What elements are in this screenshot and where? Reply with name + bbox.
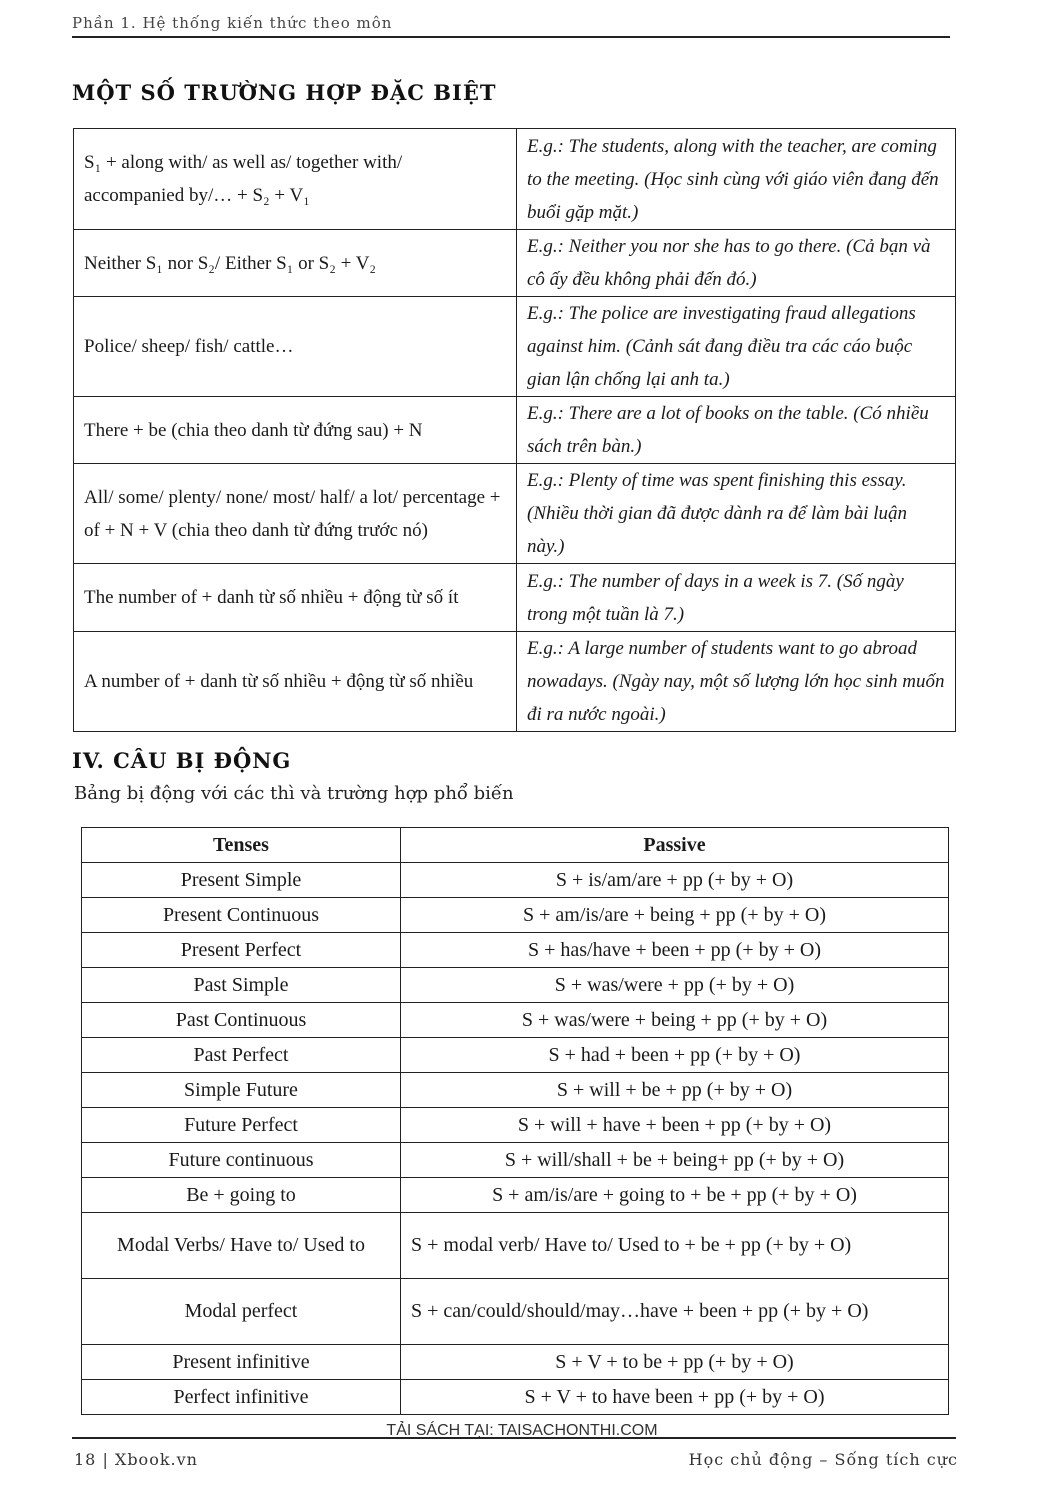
table-row (74, 564, 956, 632)
formula-cell: S + will + have + been + pp (+ by + O) (401, 1108, 949, 1143)
rule-cell: There + be (chia theo danh từ đứng sau) + N (74, 397, 517, 464)
passive-table (81, 827, 949, 1415)
formula-cell: S + will + be + pp (+ by + O) (401, 1073, 949, 1108)
table-row (82, 933, 949, 968)
table-row (82, 1380, 949, 1415)
tense-cell: Future Perfect (82, 1108, 401, 1143)
formula-cell: S + will/shall + be + being+ pp (+ by + O) (401, 1143, 949, 1178)
rule-cell: Police/ sheep/ fish/ cattle… (74, 297, 517, 397)
table-row (82, 1108, 949, 1143)
tense-cell: Past Perfect (82, 1038, 401, 1073)
footer-divider (72, 1437, 956, 1439)
table-row (82, 1003, 949, 1038)
tense-cell: Past Continuous (82, 1003, 401, 1038)
tense-cell: Modal perfect (82, 1279, 401, 1345)
formula-cell: S + modal verb/ Have to/ Used to + be + pp (+ by + O) (401, 1213, 949, 1279)
formula-cell: S + V + to be + pp (+ by + O) (401, 1345, 949, 1380)
table-row (74, 230, 956, 297)
formula-cell: S + is/am/are + pp (+ by + O) (401, 863, 949, 898)
formula-cell: S + V + to have been + pp (+ by + O) (401, 1380, 949, 1415)
rule-cell: The number of + danh từ số nhiều + động từ số ít (74, 564, 517, 632)
tense-cell: Be + going to (82, 1178, 401, 1213)
rule-cell: A number of + danh từ số nhiều + động từ số nhiều (74, 632, 517, 732)
example-cell: E.g.: The number of days in a week is 7. (Số ngày trong một tuần là 7.) (517, 564, 956, 632)
table-row (82, 1143, 949, 1178)
source-watermark: TẢI SÁCH TẠI: TAISACHONTHI.COM (386, 1422, 658, 1439)
rule-cell: All/ some/ plenty/ none/ most/ half/ a lot/ percentage + of + N + V (chia theo danh từ đứng trước nó) (74, 464, 517, 564)
rule-cell: S₁ + along with/ as well as/ together with/ accompanied by/… + S₂ + V₁ (74, 129, 517, 230)
passive-title: IV. CÂU BỊ ĐỘNG (72, 748, 292, 773)
example-cell: E.g.: The students, along with the teacher, are coming to the meeting. (Học sinh cùng với giáo viên đang đến buổi gặp mặt.) (517, 129, 956, 230)
tense-cell: Perfect infinitive (82, 1380, 401, 1415)
formula-cell: S + has/have + been + pp (+ by + O) (401, 933, 949, 968)
formula-cell: S + can/could/should/may…have + been + pp (+ by + O) (401, 1279, 949, 1345)
table-header-row (82, 828, 949, 863)
example-cell: E.g.: There are a lot of books on the table. (Có nhiều sách trên bàn.) (517, 397, 956, 464)
formula-cell: S + am/is/are + going to + be + pp (+ by + O) (401, 1178, 949, 1213)
tense-cell: Present Perfect (82, 933, 401, 968)
table-row (82, 863, 949, 898)
tenses-header: Tenses (82, 828, 401, 863)
example-cell: E.g.: A large number of students want to go abroad nowadays. (Ngày nay, một số lượng lớn học sinh muốn đi ra nước ngoài.) (517, 632, 956, 732)
footer-slogan: Học chủ động – Sống tích cực (688, 1450, 958, 1469)
table-row (82, 1213, 949, 1279)
rule-cell: Neither S₁ nor S₂/ Either S₁ or S₂ + V₂ (74, 230, 517, 297)
table-row (82, 1178, 949, 1213)
running-header: Phần 1. Hệ thống kiến thức theo môn (72, 10, 950, 38)
table-row (74, 464, 956, 564)
tense-cell: Modal Verbs/ Have to/ Used to (82, 1213, 401, 1279)
formula-cell: S + was/were + pp (+ by + O) (401, 968, 949, 1003)
table-row (82, 968, 949, 1003)
passive-subtitle: Bảng bị động với các thì và trường hợp phổ biến (74, 783, 514, 804)
special-cases-table (73, 128, 956, 732)
table-row (82, 1279, 949, 1345)
table-row (74, 297, 956, 397)
table-row (74, 397, 956, 464)
formula-cell: S + was/were + being + pp (+ by + O) (401, 1003, 949, 1038)
passive-header: Passive (401, 828, 949, 863)
example-cell: E.g.: Plenty of time was spent finishing this essay. (Nhiều thời gian đã được dành ra để làm bài luận này.) (517, 464, 956, 564)
tense-cell: Present Simple (82, 863, 401, 898)
formula-cell: S + am/is/are + being + pp (+ by + O) (401, 898, 949, 933)
table-row (82, 1345, 949, 1380)
example-cell: E.g.: Neither you nor she has to go there. (Cả bạn và cô ấy đều không phải đến đó.) (517, 230, 956, 297)
tense-cell: Present Continuous (82, 898, 401, 933)
table-row (74, 632, 956, 732)
tense-cell: Present infinitive (82, 1345, 401, 1380)
tense-cell: Past Simple (82, 968, 401, 1003)
table-row (82, 898, 949, 933)
tense-cell: Simple Future (82, 1073, 401, 1108)
page-number: 18 | Xbook.vn (74, 1450, 198, 1469)
table-row (82, 1073, 949, 1108)
example-cell: E.g.: The police are investigating fraud allegations against him. (Cảnh sát đang điều tra các cáo buộc gian lận chống lại anh ta.) (517, 297, 956, 397)
table-row (74, 129, 956, 230)
special-cases-title: MỘT SỐ TRƯỜNG HỢP ĐẶC BIỆT (72, 80, 497, 105)
formula-cell: S + had + been + pp (+ by + O) (401, 1038, 949, 1073)
tense-cell: Future continuous (82, 1143, 401, 1178)
table-row (82, 1038, 949, 1073)
